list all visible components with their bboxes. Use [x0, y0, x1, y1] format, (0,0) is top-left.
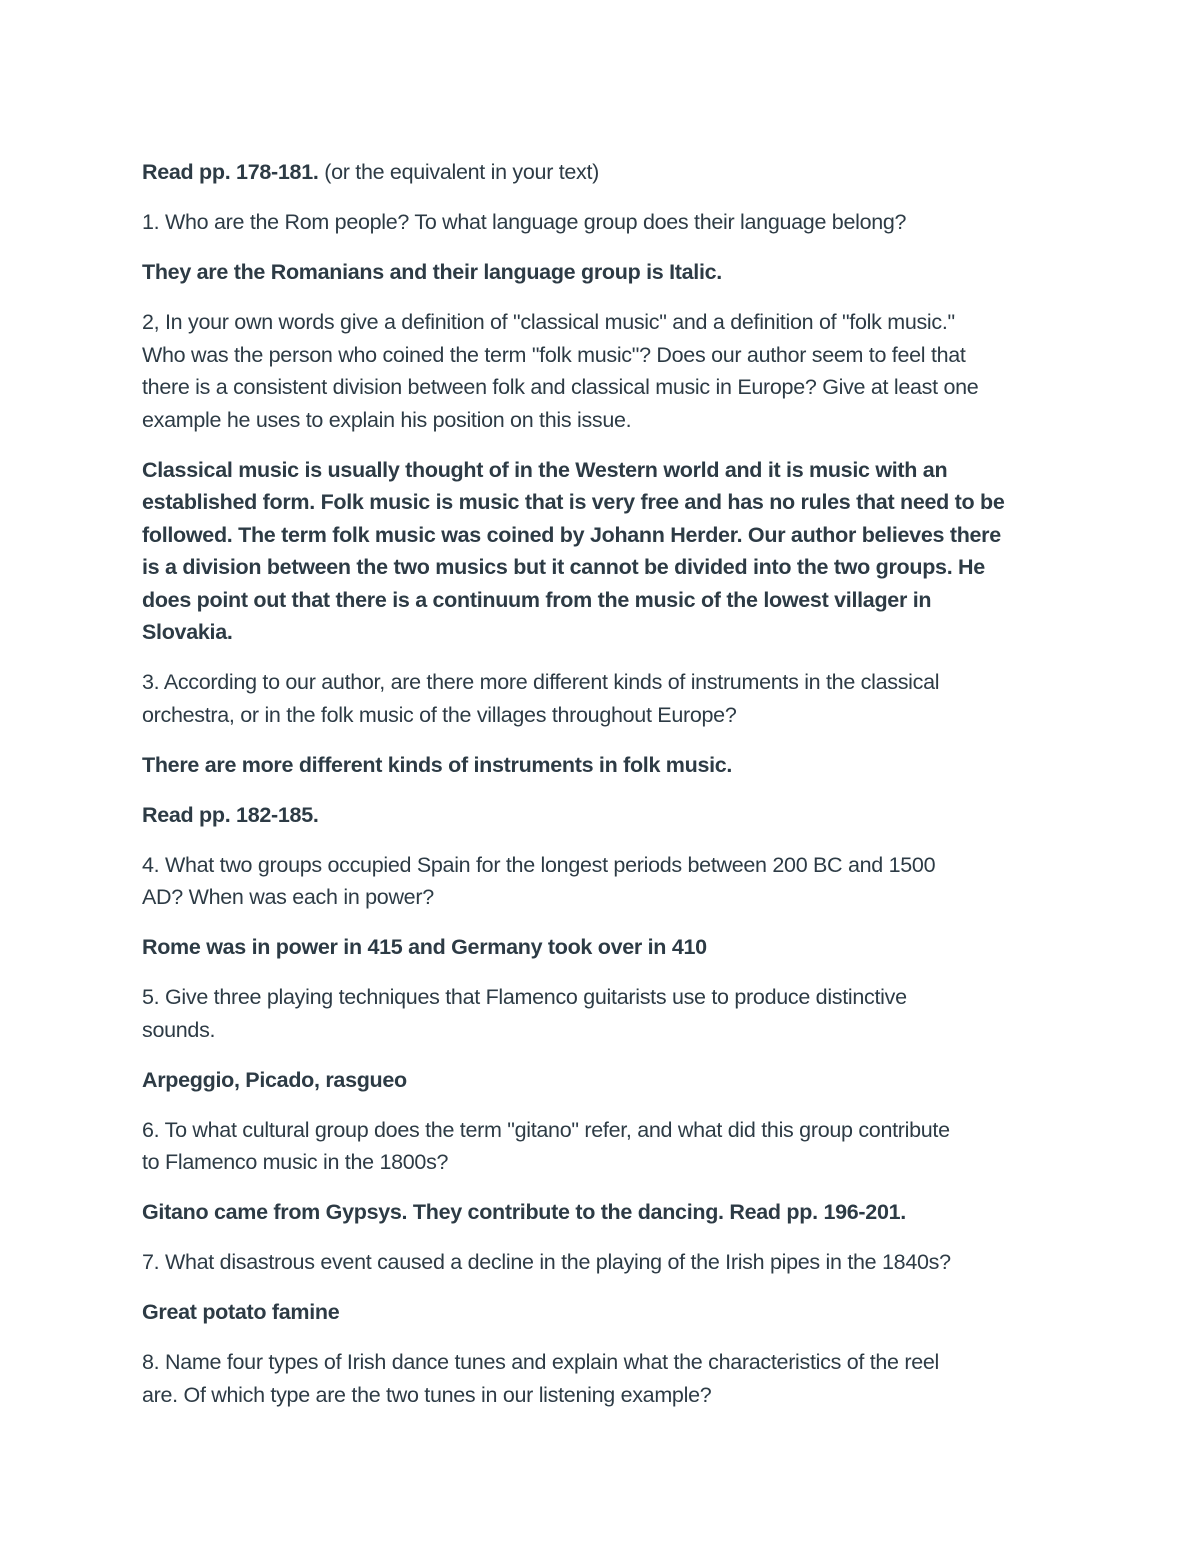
question-4-line: AD? When was each in power? [142, 885, 434, 909]
question-5-line: sounds. [142, 1017, 216, 1042]
question-3 [142, 666, 1072, 731]
question-2-line: there is a consistent division between folk and classical music in Europe? Give at least one [142, 375, 979, 399]
answer-4: Rome was in power in 415 and Germany took over in 410 [142, 935, 707, 959]
question-7: 7. What disastrous event caused a decline in the playing of the Irish pipes in the 1840s? [142, 1250, 951, 1274]
question-6-line: to Flamenco music in the 1800s? [142, 1150, 449, 1174]
answer-2-line: established form. Folk music is music that is very free and has no rules that need to be [142, 490, 1005, 514]
question-2 [142, 306, 1072, 436]
answer-6: Gitano came from Gypsys. They contribute to the dancing. Read pp. 196-201. [142, 1200, 906, 1224]
question-5-line: 5. Give three playing techniques that Flamenco guitarists use to produce distinctive [142, 985, 907, 1009]
answer-5: Arpeggio, Picado, rasgueo [142, 1067, 407, 1092]
question-8-line: 8. Name four types of Irish dance tunes and explain what the characteristics of the reel [142, 1350, 940, 1374]
question-8-line: are. Of which type are the two tunes in our listening example? [142, 1382, 712, 1407]
answer-2-line: Slovakia. [142, 620, 233, 644]
question-2-line: 2, In your own words give a definition of "classical music" and a definition of "folk music." [142, 310, 955, 334]
answer-2-line: Classical music is usually thought of in the Western world and it is music with an [142, 457, 948, 482]
question-3-line: 3. According to our author, are there more different kinds of instruments in the classical [142, 670, 940, 694]
reading-assignment-2: Read pp. 182-185. [142, 802, 319, 827]
question-6 [142, 1114, 1072, 1179]
reading-assignment-1-note: (or the equivalent in your text) [318, 160, 600, 184]
document-content [142, 156, 1072, 1429]
reading-assignment-1 [142, 156, 1072, 189]
answer-1: They are the Romanians and their language group is Italic. [142, 260, 722, 284]
answer-2 [142, 454, 1072, 649]
answer-2-line: followed. The term folk music was coined by Johann Herder. Our author believes there [142, 522, 1001, 547]
answer-2-line: does point out that there is a continuum from the music of the lowest villager in [142, 587, 932, 612]
question-4 [142, 849, 1072, 914]
question-1: 1. Who are the Rom people? To what language group does their language belong? [142, 210, 907, 234]
question-3-line: orchestra, or in the folk music of the villages throughout Europe? [142, 702, 737, 727]
question-6-line: 6. To what cultural group does the term "gitano" refer, and what did this group contribute [142, 1117, 950, 1142]
answer-2-line: is a division between the two musics but it cannot be divided into the two groups. He [142, 555, 985, 579]
reading-assignment-1-pages: Read pp. 178-181. [142, 160, 319, 184]
question-5 [142, 981, 1072, 1046]
question-4-line: 4. What two groups occupied Spain for the longest periods between 200 BC and 1500 [142, 852, 936, 877]
question-2-line: example he uses to explain his position on this issue. [142, 407, 632, 432]
question-8 [142, 1346, 1072, 1411]
answer-7: Great potato famine [142, 1300, 340, 1324]
answer-3: There are more different kinds of instruments in folk music. [142, 752, 733, 777]
question-2-line: Who was the person who coined the term "folk music"? Does our author seem to feel that [142, 342, 966, 367]
